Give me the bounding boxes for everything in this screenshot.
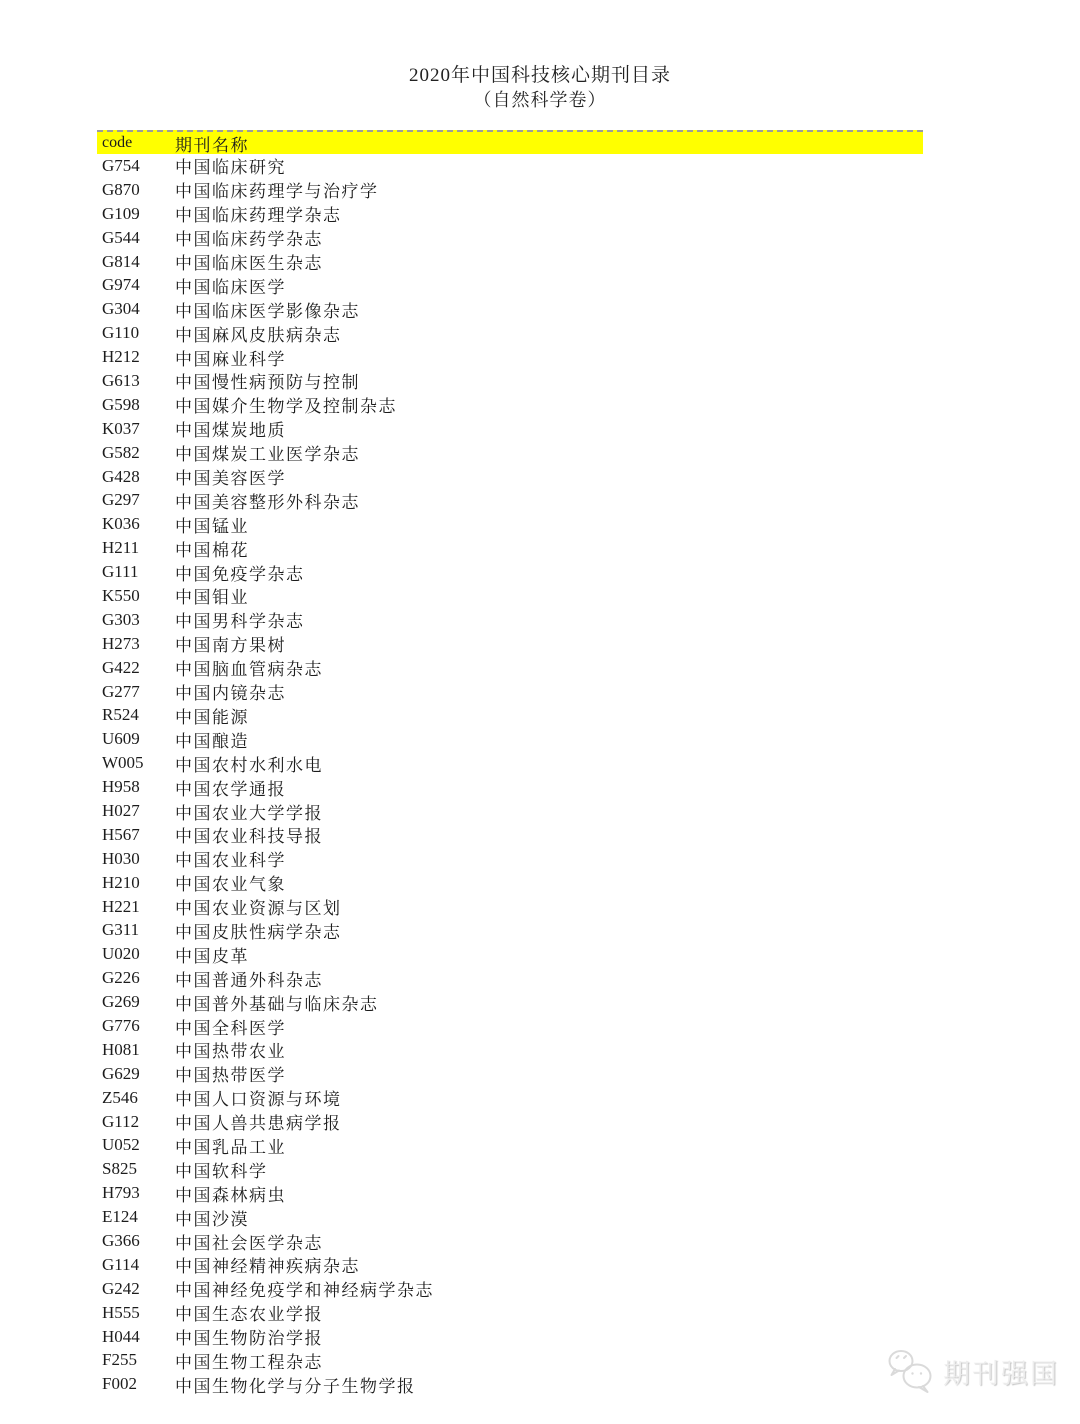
row-name: 中国皮革: [175, 946, 249, 966]
row-name: 中国临床医生杂志: [175, 254, 323, 274]
header-name-label: 期刊名称: [175, 135, 249, 155]
row-code: G242: [102, 1278, 140, 1298]
row-name: 中国免疫学杂志: [175, 564, 305, 584]
row-code: U020: [102, 944, 140, 964]
row-code: H212: [102, 347, 140, 367]
row-name: 中国男科学杂志: [175, 612, 305, 632]
table-row: [97, 1372, 923, 1396]
row-code: W005: [102, 753, 144, 773]
table-row: [97, 441, 923, 465]
table-row: [97, 1325, 923, 1349]
row-code: H567: [102, 824, 140, 844]
table-row: [97, 1157, 923, 1181]
row-code: K550: [102, 585, 140, 605]
row-name: 中国农学通报: [175, 779, 286, 799]
table-row: [97, 990, 923, 1014]
table-row: [97, 1229, 923, 1253]
table-header-row: [97, 130, 923, 154]
table-row: [97, 226, 923, 250]
row-code: U609: [102, 729, 140, 749]
table-row: [97, 847, 923, 871]
row-name: 中国南方果树: [175, 636, 286, 656]
row-name: 中国生物工程杂志: [175, 1352, 323, 1372]
document-title: [0, 64, 1080, 112]
table-row: [97, 321, 923, 345]
row-name: 中国内镜杂志: [175, 684, 286, 704]
row-code: G112: [102, 1111, 140, 1131]
row-code: G974: [102, 275, 140, 295]
row-name: 中国钼业: [175, 588, 249, 608]
table-row: [97, 1014, 923, 1038]
table-row: [97, 775, 923, 799]
row-name: 中国临床医学: [175, 277, 286, 297]
row-code: G544: [102, 227, 140, 247]
table-row: [97, 1134, 923, 1158]
row-name: 中国临床药理学杂志: [175, 206, 342, 226]
table-row: [97, 1277, 923, 1301]
table-row: [97, 942, 923, 966]
table-row: [97, 202, 923, 226]
table-row: [97, 178, 923, 202]
table-row: [97, 1253, 923, 1277]
table-row: [97, 273, 923, 297]
row-name: 中国神经精神疾病杂志: [175, 1257, 360, 1277]
row-name: 中国临床医学影像杂志: [175, 301, 360, 321]
row-code: U052: [102, 1135, 140, 1155]
title-line-2: （自然科学卷）: [473, 90, 607, 110]
table-row: [97, 536, 923, 560]
header-code-label: code: [102, 134, 133, 151]
row-name: 中国临床研究: [175, 158, 286, 178]
row-name: 中国麻风皮肤病杂志: [175, 325, 342, 345]
row-code: G277: [102, 681, 140, 701]
table-row: [97, 727, 923, 751]
row-code: H030: [102, 848, 140, 868]
row-name: 中国麻业科学: [175, 349, 286, 369]
row-code: G110: [102, 323, 140, 343]
row-name: 中国热带农业: [175, 1042, 286, 1062]
table-row: [97, 512, 923, 536]
row-name: 中国农业科学: [175, 851, 286, 871]
row-code: G776: [102, 1016, 140, 1035]
row-name: 中国锰业: [175, 516, 249, 536]
row-name: 中国普通外科杂志: [175, 970, 323, 990]
table-row: [97, 919, 923, 943]
row-code: H555: [102, 1302, 140, 1322]
table-row: [97, 1205, 923, 1229]
row-name: 中国沙漠: [175, 1209, 249, 1229]
row-name: 中国美容整形外科杂志: [175, 492, 360, 512]
row-name: 中国脑血管病杂志: [175, 660, 323, 680]
table-row: [97, 369, 923, 393]
table-row: [97, 680, 923, 704]
table-row: [97, 465, 923, 489]
row-code: K036: [102, 514, 140, 534]
row-name: 中国煤炭地质: [175, 421, 286, 441]
title-line-1: 2020年中国科技核心期刊目录: [408, 65, 671, 86]
table-row: [97, 871, 923, 895]
row-name: 中国热带医学: [175, 1066, 286, 1086]
table-row: [97, 250, 923, 274]
row-name: 中国农村水利水电: [175, 755, 323, 775]
row-code: G598: [102, 394, 140, 414]
row-name: 中国乳品工业: [175, 1137, 286, 1157]
row-name: 中国生态农业学报: [175, 1305, 323, 1325]
row-name: 中国生物防治学报: [175, 1329, 323, 1349]
table-row: [97, 703, 923, 727]
row-code: H221: [102, 896, 140, 916]
row-name: 中国酿造: [175, 731, 249, 751]
row-code: H211: [102, 538, 140, 558]
watermark: [884, 1346, 1059, 1396]
watermark-label: 期刊强国: [943, 1358, 1059, 1389]
row-code: H027: [102, 800, 140, 820]
row-name: 中国煤炭工业医学杂志: [175, 445, 360, 465]
row-name: 中国慢性病预防与控制: [175, 373, 360, 393]
row-code: H081: [102, 1039, 140, 1059]
row-name: 中国人口资源与环境: [175, 1090, 342, 1110]
row-name: 中国软科学: [175, 1161, 268, 1181]
table-row: [97, 799, 923, 823]
row-name: 中国农业资源与区划: [175, 899, 342, 919]
row-code: G422: [102, 657, 140, 677]
row-code: F255: [102, 1350, 137, 1370]
table-row: [97, 1038, 923, 1062]
row-code: G303: [102, 609, 140, 629]
table-row: [97, 488, 923, 512]
row-code: G311: [102, 920, 140, 940]
row-code: G111: [102, 562, 139, 582]
row-name: 中国能源: [175, 707, 249, 727]
row-name: 中国农业科技导报: [175, 827, 323, 847]
row-code: H793: [102, 1183, 140, 1203]
table-row: [97, 297, 923, 321]
table-row: [97, 560, 923, 584]
row-name: 中国全科医学: [175, 1018, 286, 1038]
row-code: H958: [102, 777, 140, 797]
table-row: [97, 1349, 923, 1373]
table-row: [97, 154, 923, 178]
row-name: 中国临床药理学与治疗学: [175, 182, 379, 202]
journal-table: [97, 130, 923, 1396]
row-code: H273: [102, 633, 140, 653]
table-row: [97, 895, 923, 919]
row-code: H210: [102, 872, 140, 892]
row-code: G814: [102, 251, 140, 271]
table-row: [97, 1301, 923, 1325]
row-code: G629: [102, 1063, 140, 1083]
row-name: 中国临床药学杂志: [175, 230, 323, 250]
table-row: [97, 608, 923, 632]
row-code: F002: [102, 1374, 137, 1394]
row-code: S825: [102, 1159, 137, 1179]
table-row: [97, 417, 923, 441]
row-name: 中国人兽共患病学报: [175, 1114, 342, 1134]
row-name: 中国棉花: [175, 540, 249, 560]
table-row: [97, 823, 923, 847]
table-row: [97, 632, 923, 656]
row-name: 中国社会医学杂志: [175, 1233, 323, 1253]
row-code: G582: [102, 442, 140, 462]
row-code: G304: [102, 299, 140, 319]
row-name: 中国皮肤性病学杂志: [175, 922, 342, 942]
row-code: K037: [102, 418, 140, 438]
row-code: R524: [102, 705, 139, 725]
row-name: 中国生物化学与分子生物学报: [175, 1376, 416, 1396]
row-name: 中国农业大学学报: [175, 803, 323, 823]
row-name: 中国媒介生物学及控制杂志: [175, 397, 397, 417]
table-row: [97, 966, 923, 990]
row-code: G428: [102, 466, 140, 486]
row-code: Z546: [102, 1087, 138, 1107]
row-code: G226: [102, 968, 140, 988]
row-code: G754: [102, 155, 140, 175]
table-row: [97, 751, 923, 775]
row-code: G870: [102, 179, 140, 199]
row-name: 中国森林病虫: [175, 1185, 286, 1205]
wechat-icon: [884, 1346, 938, 1396]
table-row: [97, 1062, 923, 1086]
row-code: G109: [102, 203, 140, 223]
table-row: [97, 1110, 923, 1134]
row-code: G613: [102, 370, 140, 390]
row-code: G297: [102, 490, 140, 510]
row-code: G366: [102, 1231, 140, 1251]
table-body: [97, 154, 923, 1396]
row-name: 中国神经免疫学和神经病学杂志: [175, 1281, 434, 1301]
table-row: [97, 1181, 923, 1205]
row-code: G269: [102, 992, 140, 1012]
row-code: E124: [102, 1207, 138, 1227]
table-row: [97, 345, 923, 369]
row-code: G114: [102, 1254, 140, 1274]
row-name: 中国美容医学: [175, 469, 286, 489]
table-row: [97, 1086, 923, 1110]
table-row: [97, 393, 923, 417]
table-row: [97, 584, 923, 608]
table-row: [97, 656, 923, 680]
row-name: 中国普外基础与临床杂志: [175, 994, 379, 1014]
row-code: H044: [102, 1326, 140, 1346]
row-name: 中国农业气象: [175, 875, 286, 895]
